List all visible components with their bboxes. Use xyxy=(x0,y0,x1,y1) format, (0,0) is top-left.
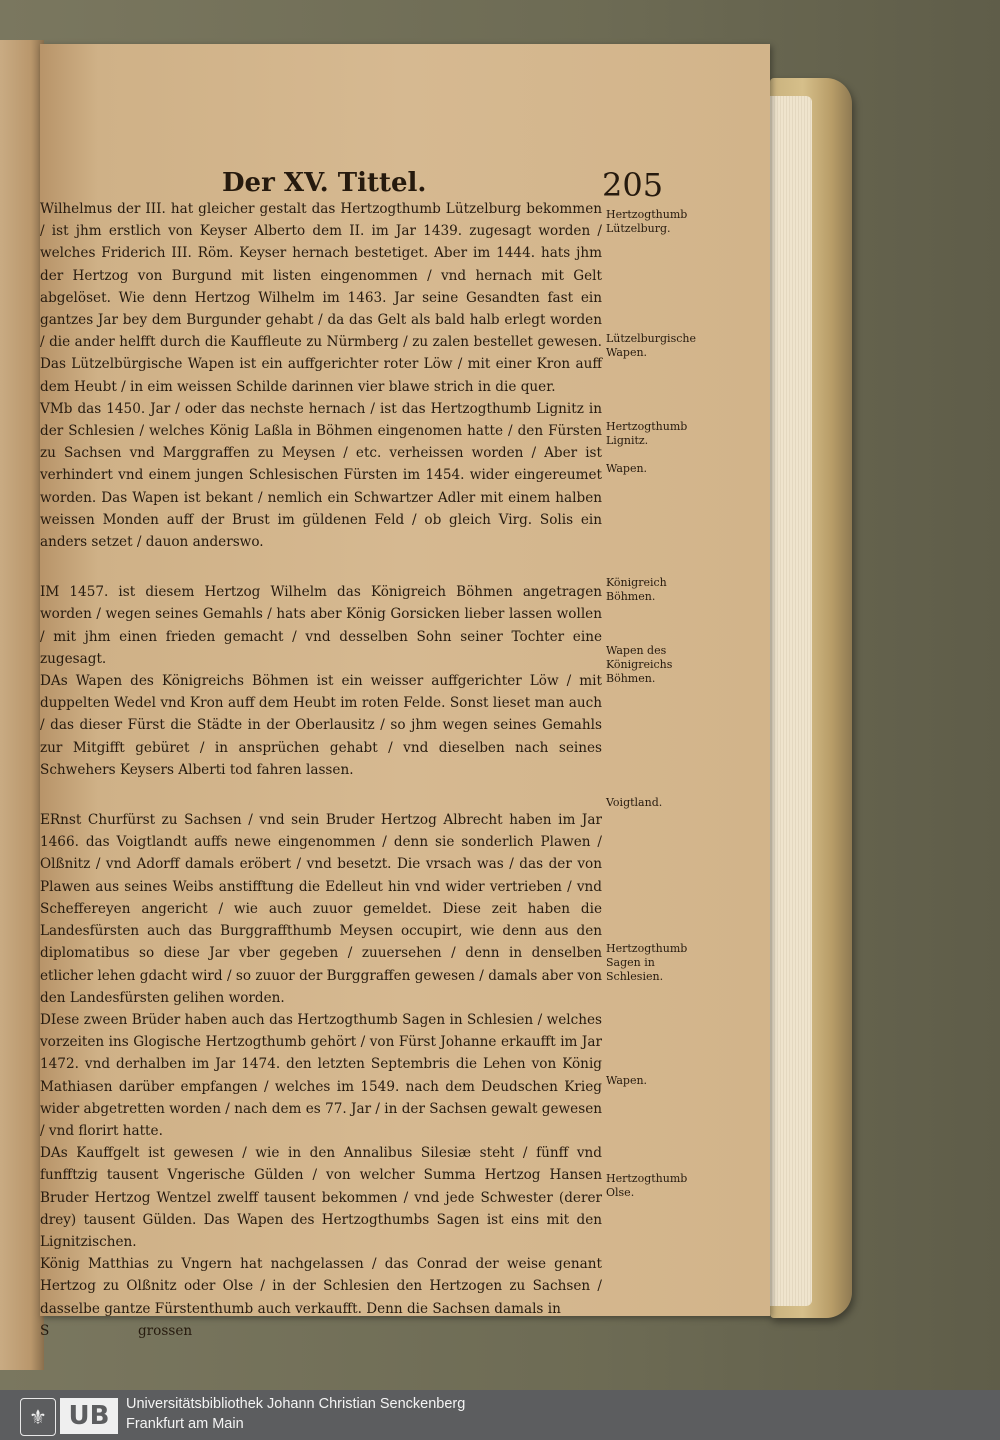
paragraph-ernst: ERnst Churfürst zu Sachsen / vnd sein Bruder Hertzog Albrecht haben im Jar 1466. das Voigtlandt auffs newe eingenommen / denn sie sonderlich Plawen / Olßnitz / vnd Adorff damals eröbert / vnd besetzt. Die vrsach was / das der von Plawen aus seines Weibs anstifftung die Edelleut hin vnd wider vertrieben / vnd Scheffereyen angericht / wie auch zuuor gemeldet. Diese zeit haben die Landesfürsten auch das Burggraffthumb Meysen occupirt, wie denn aus den diplomatibus so diese Jar vber gegeben / zuuersehen / denn in denselben etlicher lehen gdacht wird / so zuuor der Burggraffen gewesen / damals aber von den Landesfürsten gelihen worden. xyxy=(40,812,602,1006)
paragraph-boehmen-wapen: DAs Wapen des Königreichs Böhmen ist ein weisser auffgerichter Löw / mit duppelten Wedel vnd Kron auff dem Heubt im roten Felde. Sonst lieset man auch / das dieser Fürst die Städte in der Oberlausitz / so jhm wegen seines Gemahls zur Mitgifft gebüret / in ansprüchen gehabt / vnd dieselben nach seines Schwehers Keysers Alberti tod fahren lassen. xyxy=(40,673,602,778)
signature-line xyxy=(40,1320,602,1342)
paragraph-kauffgelt: DAs Kauffgelt ist gewesen / wie in den Annalibus Silesiæ steht / fünff vnd funfftzig tausent Vngerische Gülden / von welcher Summa Hertzog Hansen Bruder Hertzog Wentzel zwelff tausent bekommen / vnd jede Schwester (derer drey) tausent Gülden. Das Wapen des Hertzogthumbs Sagen ist eins mit den Lignitzischen. xyxy=(40,1145,602,1250)
paragraph-wilhelmus: Wilhelmus der III. hat gleicher gestalt das Hertzogthumb Lützelburg bekommen / ist jhm erstlich von Keyser Alberto dem II. im Jar 1439. zugesagt worden / welches Friderich III. Röm. Keyser hernach bestetiget. Aber im 1444. hats jhm der Hertzog von Burgund mit listen eingenommen / vnd hernach mit Gelt abgelöset. Wie denn Hertzog Wilhelm im 1463. Jar seine Gesandten fast ein gantzes Jar bey dem Burgunder gehabt / da das Gelt als bald halb erlegt worden / die ander helfft durch die Kauffleute zu Nürmberg / zu zalen bestellet gewesen. Das Lützelbürgische Wapen ist ein auffgerichter roter Löw / mit einer Kron auff dem Heubt / in eim weissen Schilde darinnen vier blawe strich in die quer. xyxy=(40,201,602,395)
margin-note: Königreich Böhmen. xyxy=(606,576,667,603)
paragraph-matthias: König Matthias zu Vngern hat nachgelassen / das Conrad der weise genant Hertzog zu Olßnitz oder Olse / in der Schlesien den Hertzogen zu Sachsen / dasselbe gantze Fürstenthumb auch verkaufft. Denn die Sachsen damals in xyxy=(40,1256,602,1317)
previous-page-edge xyxy=(0,40,44,1370)
margin-note: Wapen. xyxy=(606,1074,648,1087)
margin-note: Voigtland. xyxy=(606,796,663,809)
page-header-title: Der XV. Tittel. xyxy=(222,168,427,198)
library-seal-icon: ⚜ xyxy=(20,1398,56,1436)
page-number: 205 xyxy=(602,166,664,204)
paragraph-sagen: DIese zween Brüder haben auch das Hertzogthumb Sagen in Schlesien / welches vorzeiten ins Glogische Hertzogthumb gehört / von Fürst Johanne erkaufft im Jar 1472. vnd derhalben im Jar 1474. den letzten Septembris die Lehen von König Mathiasen darüber empfangen / welches im 1549. nach dem Deudschen Krieg wider abgetretten worden / nach dem es 77. Jar / in der Sachsen gewalt gewesen / vnd florirt hatte. xyxy=(40,1011,602,1139)
ub-logo: UB xyxy=(60,1398,118,1434)
margin-note: Hertzogthumb Sagen in Schlesien. xyxy=(606,942,688,983)
paragraph-boehmen: IM 1457. ist diesem Hertzog Wilhelm das Königreich Böhmen angetragen worden / wegen seines Gemahls / hats aber König Gorsicken lieber lassen wollen / mit jhm einen frieden gemacht / vnd desselben Sohn seiner Tochter eine zugesagt. xyxy=(40,584,602,667)
paragraph-gap xyxy=(40,781,602,809)
main-text-column xyxy=(40,198,602,1342)
margin-note: Lützelburgische Wapen. xyxy=(606,332,696,359)
margin-note: Hertzogthumb Olse. xyxy=(606,1172,688,1199)
library-name: Universitätsbibliothek Johann Christian Senckenberg xyxy=(126,1396,466,1412)
margin-note: Wapen des Königreichs Böhmen. xyxy=(606,644,673,685)
paragraph-lignitz: VMb das 1450. Jar / oder das nechste hernach / ist das Hertzogthumb Lignitz in der Schlesien / welches König Laßla in Böhmen eingenomen hatte / den Fürsten zu Sachsen vnd Marggraffen zu Meysen / etc. verheissen worden / Aber ist verhindert vnd einem jungen Schlesischen Fürsten im 1454. wider eingereumet worden. Das Wapen ist bekant / nemlich ein Schwartzer Adler mit einem halben weissen Monden auff der Brust im güldenen Feld / ob gleich Virg. Solis ein anders setzet / dauon anderswo. xyxy=(40,400,602,551)
catchword: grossen xyxy=(137,1322,193,1339)
margin-note: Wapen. xyxy=(606,462,648,475)
margin-note: Hertzogthumb Lignitz. xyxy=(606,420,688,447)
paragraph-gap xyxy=(40,553,602,581)
margin-note: Hertzogthumb Lützelburg. xyxy=(606,208,688,235)
signature-mark: S xyxy=(40,1322,50,1339)
library-city: Frankfurt am Main xyxy=(126,1416,244,1432)
